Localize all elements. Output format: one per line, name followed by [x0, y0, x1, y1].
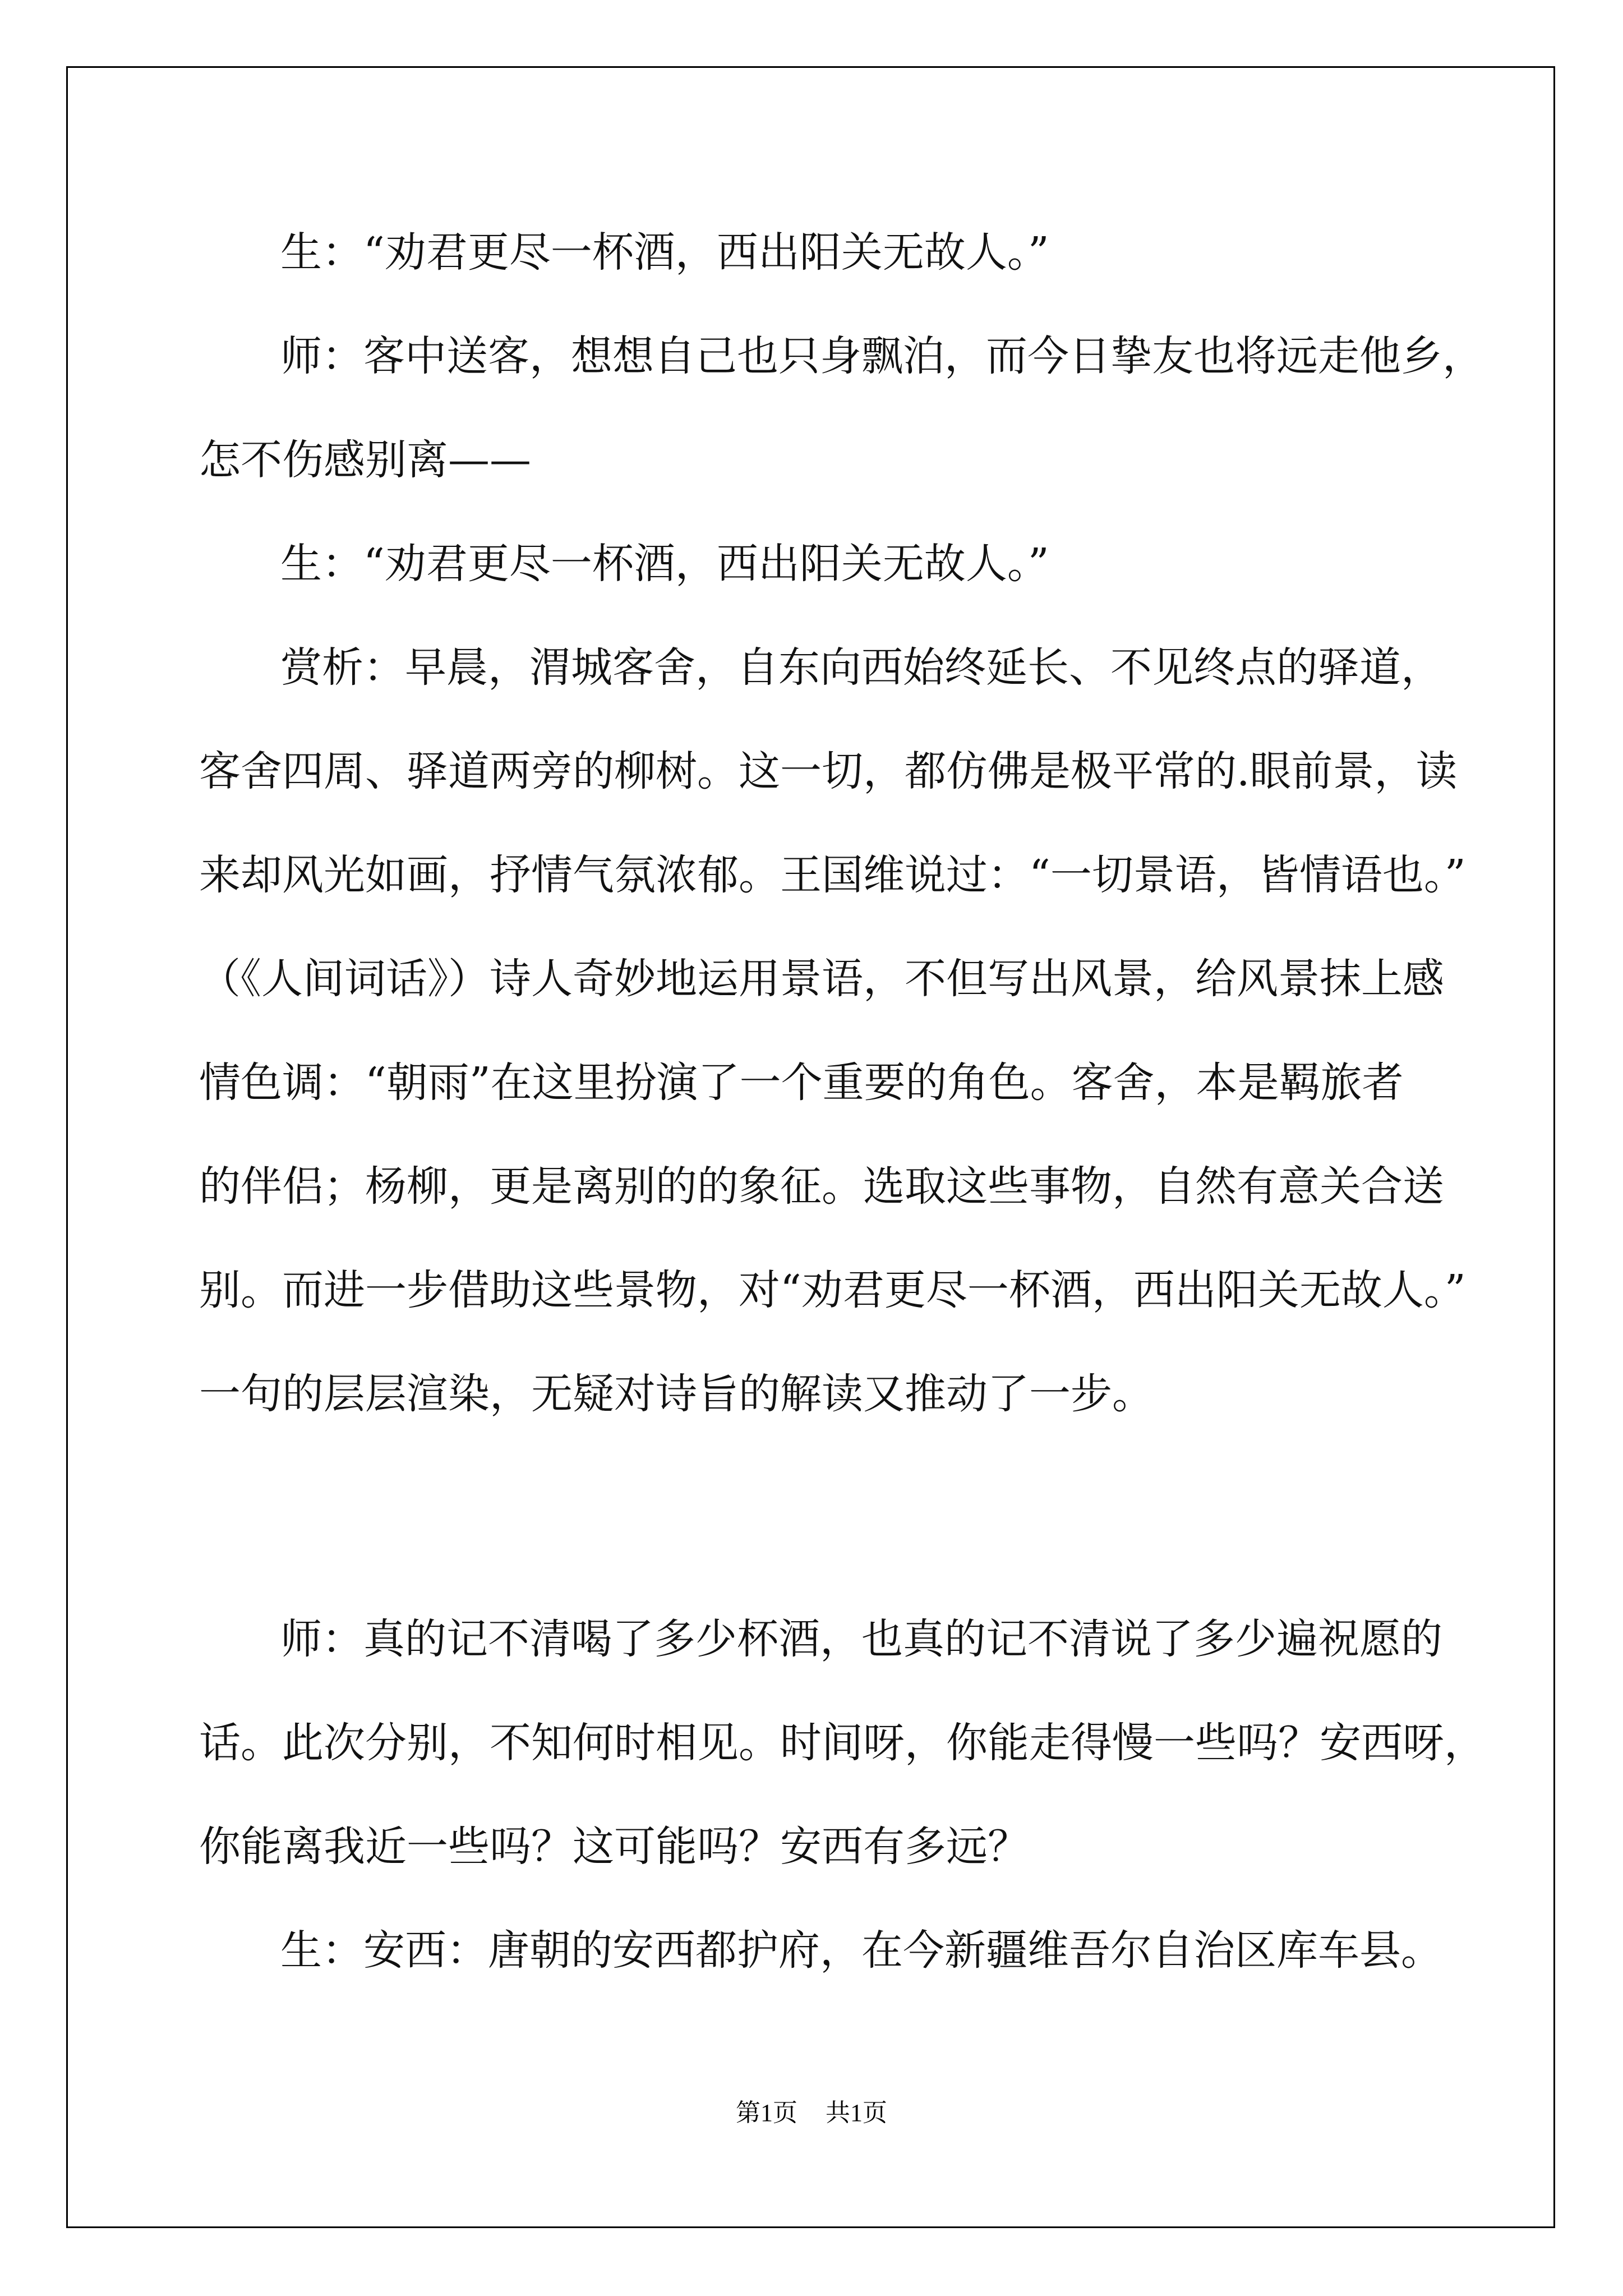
text-line: 你能离我近一些吗？这可能吗？安西有多远？: [199, 1823, 1029, 1871]
text-line: 来却风光如画，抒情气氛浓郁。王国维说过：“一切景语，皆情语也。”: [199, 851, 1466, 899]
text-line: 一句的层层渲染，无疑对诗旨的解读又推动了一步。: [199, 1370, 1154, 1418]
text-line: 情色调：“朝雨”在这里扮演了一个重要的角色。客舍，本是羁旅者: [199, 1059, 1404, 1107]
dialogue-line-teacher: 师：客中送客，想想自己也只身飘泊，而今日挚友也将远走他乡，: [280, 332, 1484, 380]
text-line: 话。此次分别，不知何时相见。时间呀，你能走得慢一些吗？安西呀，: [199, 1719, 1486, 1767]
text-line: 别。而进一步借助这些景物，对“劝君更尽一杯酒，西出阳关无故人。”: [199, 1266, 1466, 1314]
page-border: [66, 66, 1555, 2228]
dialogue-line-student: 生：“劝君更尽一杯酒，西出阳关无故人。”: [280, 540, 1049, 588]
dialogue-line-teacher: 师：真的记不清喝了多少杯酒，也真的记不清说了多少遍祝愿的: [280, 1615, 1442, 1663]
text-line: 客舍四周、驿道两旁的柳树。这一切，都仿佛是极平常的.眼前景，读: [199, 747, 1458, 795]
page-number: 第1页: [736, 2099, 797, 2127]
text-line: 怎不伤感别离——: [199, 436, 531, 484]
page-footer: [0, 2096, 1623, 2130]
dialogue-line-student: 生：安西：唐朝的安西都护府，在今新疆维吾尔自治区库车县。: [280, 1926, 1442, 1975]
dialogue-line-student: 生：“劝君更尽一杯酒，西出阳关无故人。”: [280, 228, 1049, 277]
text-line: （《人间词话》）诗人奇妙地运用景语，不但写出风景，给风景抹上感: [199, 955, 1444, 1003]
page-total: 共1页: [826, 2099, 887, 2127]
analysis-line: 赏析：早晨，渭城客舍，自东向西始终延长、不见终点的驿道，: [280, 643, 1442, 692]
text-line: 的伴侣；杨柳，更是离别的的象征。选取这些事物，自然有意关合送: [199, 1162, 1444, 1211]
